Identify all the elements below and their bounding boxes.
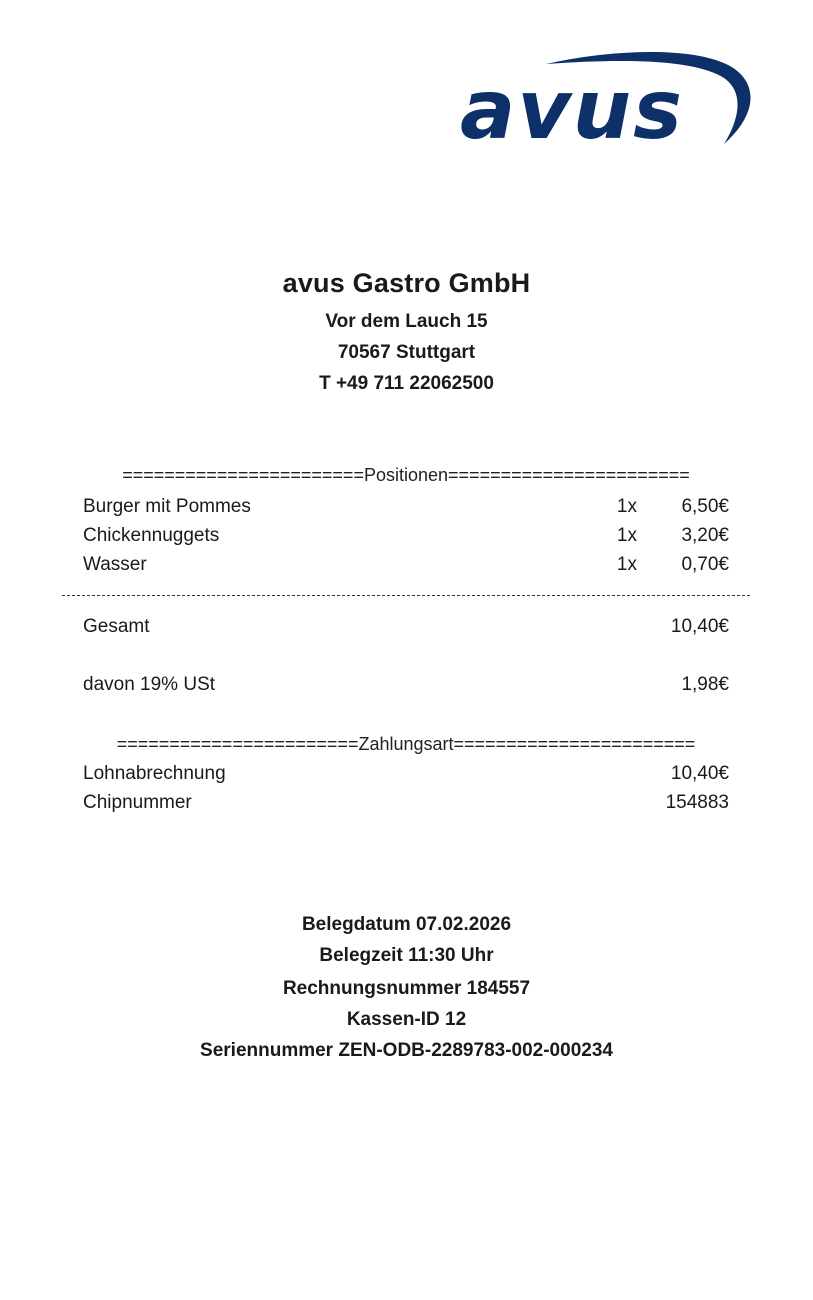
total-value: 10,40€ (670, 616, 729, 637)
chip-number-row (83, 792, 729, 818)
dashed-separator (62, 595, 750, 596)
item-qty: 1x (616, 525, 637, 546)
receipt-time: Belegzeit 11:30 Uhr (319, 945, 494, 966)
payment-method-label: Lohnabrechnung (83, 763, 226, 784)
company-name: avus Gastro GmbH (282, 268, 531, 298)
city-address: 70567 Stuttgart (337, 342, 476, 363)
tax-value: 1,98€ (681, 674, 729, 695)
phone-number: T +49 711 22062500 (319, 373, 494, 394)
receipt-date: Belegdatum 07.02.2026 (301, 914, 512, 935)
chip-number-label: Chipnummer (83, 792, 192, 813)
positions-divider (62, 465, 750, 486)
item-qty: 1x (616, 496, 637, 517)
register-id: Kassen-ID 12 (346, 1009, 467, 1030)
positions-divider-label: Positionen (363, 465, 449, 485)
avus-logo-graphic (458, 48, 763, 148)
payment-divider-right: ======================= (453, 734, 696, 754)
total-label: Gesamt (83, 616, 150, 637)
positions-divider-left: ======================= (122, 465, 364, 485)
serial-number: Seriennummer ZEN-ODB-2289783-002-000234 (200, 1040, 613, 1061)
payment-method-value: 10,40€ (670, 763, 729, 784)
item-price: 0,70€ (681, 554, 729, 575)
item-row (83, 525, 729, 551)
logo-text: avus (460, 63, 684, 148)
item-name: Burger mit Pommes (83, 496, 251, 517)
tax-row (83, 674, 729, 700)
payment-divider-label: Zahlungsart (358, 734, 454, 754)
item-qty: 1x (616, 554, 637, 575)
payment-method-row (83, 763, 729, 789)
item-row (83, 496, 729, 522)
item-row (83, 554, 729, 580)
street-address: Vor dem Lauch 15 (325, 311, 488, 332)
total-row (83, 616, 729, 642)
item-price: 3,20€ (681, 525, 729, 546)
positions-divider-right: ======================= (448, 465, 690, 485)
chip-number-value: 154883 (665, 792, 729, 813)
payment-divider-left: ======================= (116, 734, 359, 754)
payment-divider (68, 734, 744, 755)
item-name: Chickennuggets (83, 525, 220, 546)
invoice-number: Rechnungsnummer 184557 (282, 978, 531, 999)
item-name: Wasser (83, 554, 147, 575)
avus-logo (458, 48, 763, 148)
tax-label: davon 19% USt (83, 674, 216, 695)
item-price: 6,50€ (681, 496, 729, 517)
